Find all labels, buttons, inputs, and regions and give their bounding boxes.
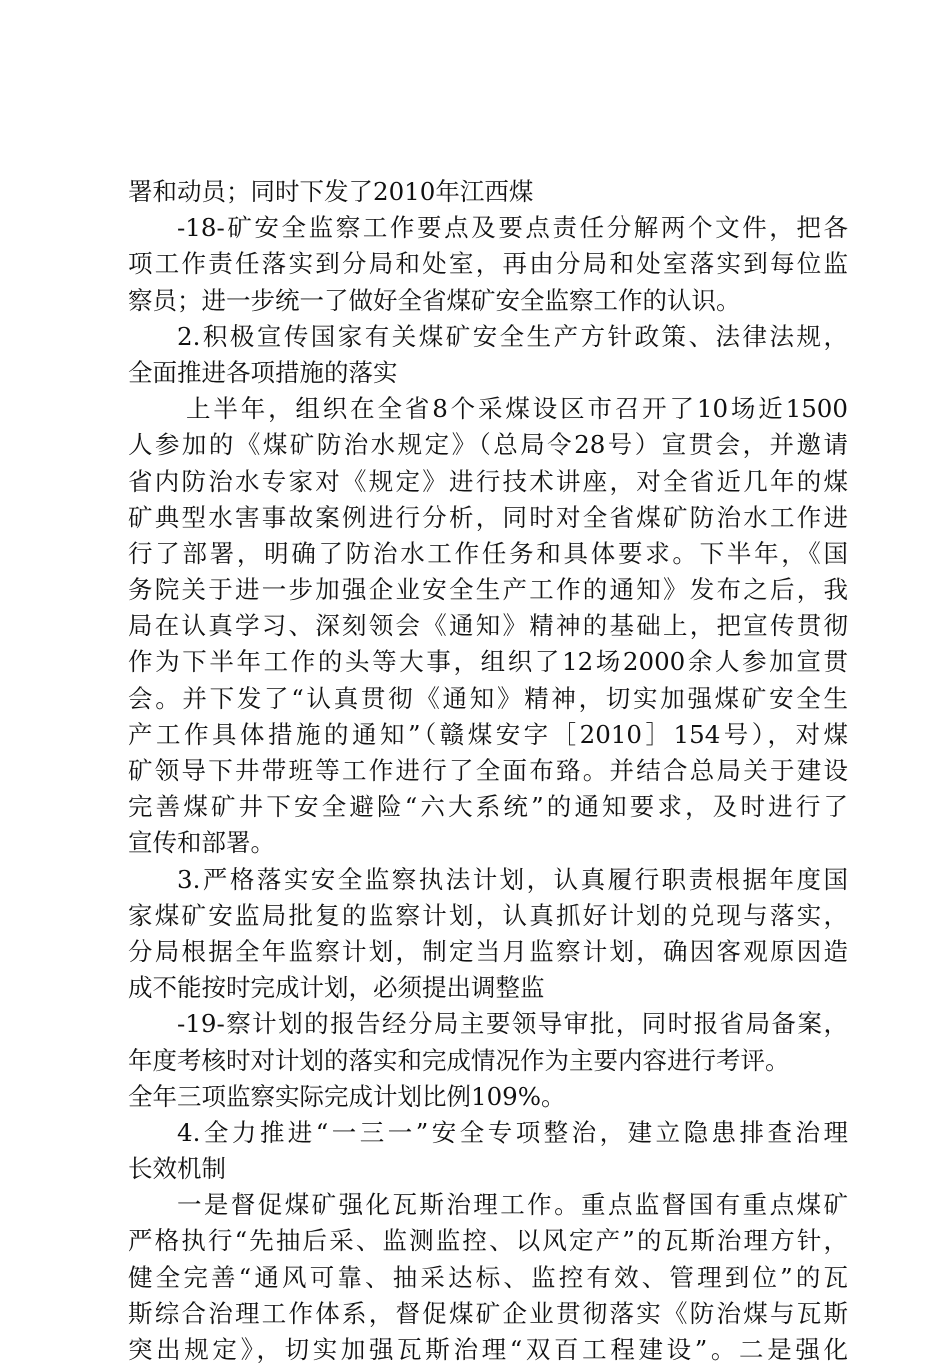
text-line: 察员；进一步统一了做好全省煤矿安全监察工作的认识。 [128, 285, 741, 315]
text-line: 行了部署，明确了防治水工作任务和具体要求。下半年，《国 [128, 538, 848, 568]
text-line: 严格执行“先抽后采、监测监控、以风定产”的瓦斯治理方针， [128, 1226, 848, 1256]
text-line: 突出规定》，切实加强瓦斯治理“双百工程建设”。二是强化 [128, 1335, 848, 1364]
text-line: 完善煤矿井下安全避险“六大系统”的通知要求，及时进行了 [128, 792, 848, 822]
text-line: 分局根据全年监察计划，制定当月监察计划，确因客观原因造 [128, 936, 848, 966]
text-line: 成不能按时完成计划，必须提出调整监 [128, 973, 545, 1003]
text-line: 省内防治水专家对《规定》进行技术讲座，对全省近几年的煤 [128, 466, 848, 496]
text-line: 全年三项监察实际完成计划比例109%。 [128, 1081, 566, 1111]
document-body [128, 174, 848, 1368]
text-line: 项工作责任落实到分局和处室，再由分局和处室落实到每位监 [128, 249, 848, 279]
text-line: 务院关于进一步加强企业安全生产工作的通知》发布之后，我 [128, 575, 848, 605]
text-line: 斯综合治理工作体系，督促煤矿企业贯彻落实《防治煤与瓦斯 [128, 1298, 848, 1328]
text-line: 家煤矿安监局批复的监察计划，认真抓好计划的兑现与落实， [128, 900, 848, 930]
text-line: 一是督促煤矿强化瓦斯治理工作。重点监督国有重点煤矿 [177, 1190, 848, 1220]
text-line: 上半年，组织在全省8个采煤设区市召开了10场近1500 [186, 394, 848, 424]
text-line: -19-察计划的报告经分局主要领导审批，同时报省局备案， [177, 1009, 848, 1039]
text-line: 会。并下发了“认真贯彻《通知》精神，切实加强煤矿安全生 [128, 683, 848, 713]
text-line: 作为下半年工作的头等大事，组织了12场2000余人参加宣贯 [128, 647, 848, 677]
text-line: 矿典型水害事故案例进行分析，同时对全省煤矿防治水工作进 [128, 502, 848, 532]
text-line: 3.严格落实安全监察执法计划，认真履行职责根据年度国 [177, 864, 848, 894]
text-line: 署和动员；同时下发了2010年江西煤 [128, 177, 534, 206]
text-line: 长效机制 [128, 1154, 226, 1184]
text-line: 4.全力推进“一三一”安全专项整治，建立隐患排查治理 [177, 1117, 848, 1147]
text-line: 全面推进各项措施的落实 [128, 357, 398, 387]
text-line: 矿领导下井带班等工作进行了全面布臵。并结合总局关于建设 [128, 756, 848, 785]
text-line: 年度考核时对计划的落实和完成情况作为主要内容进行考评。 [128, 1045, 790, 1075]
text-line: 产工作具体措施的通知”（赣煤安字［2010］154号），对煤 [128, 719, 848, 749]
text-line: 2.积极宣传国家有关煤矿安全生产方针政策、法律法规， [177, 321, 848, 351]
text-line: 宣传和部署。 [128, 828, 275, 858]
text-line: 健全完善“通风可靠、抽采达标、监控有效、管理到位”的瓦 [128, 1262, 848, 1292]
text-line: 人参加的《煤矿防治水规定》（总局令28号）宣贯会，并邀请 [128, 430, 848, 460]
text-line: 局在认真学习、深刻领会《通知》精神的基础上，把宣传贯彻 [128, 611, 848, 641]
text-line: -18-矿安全监察工作要点及要点责任分解两个文件，把各 [177, 213, 848, 243]
